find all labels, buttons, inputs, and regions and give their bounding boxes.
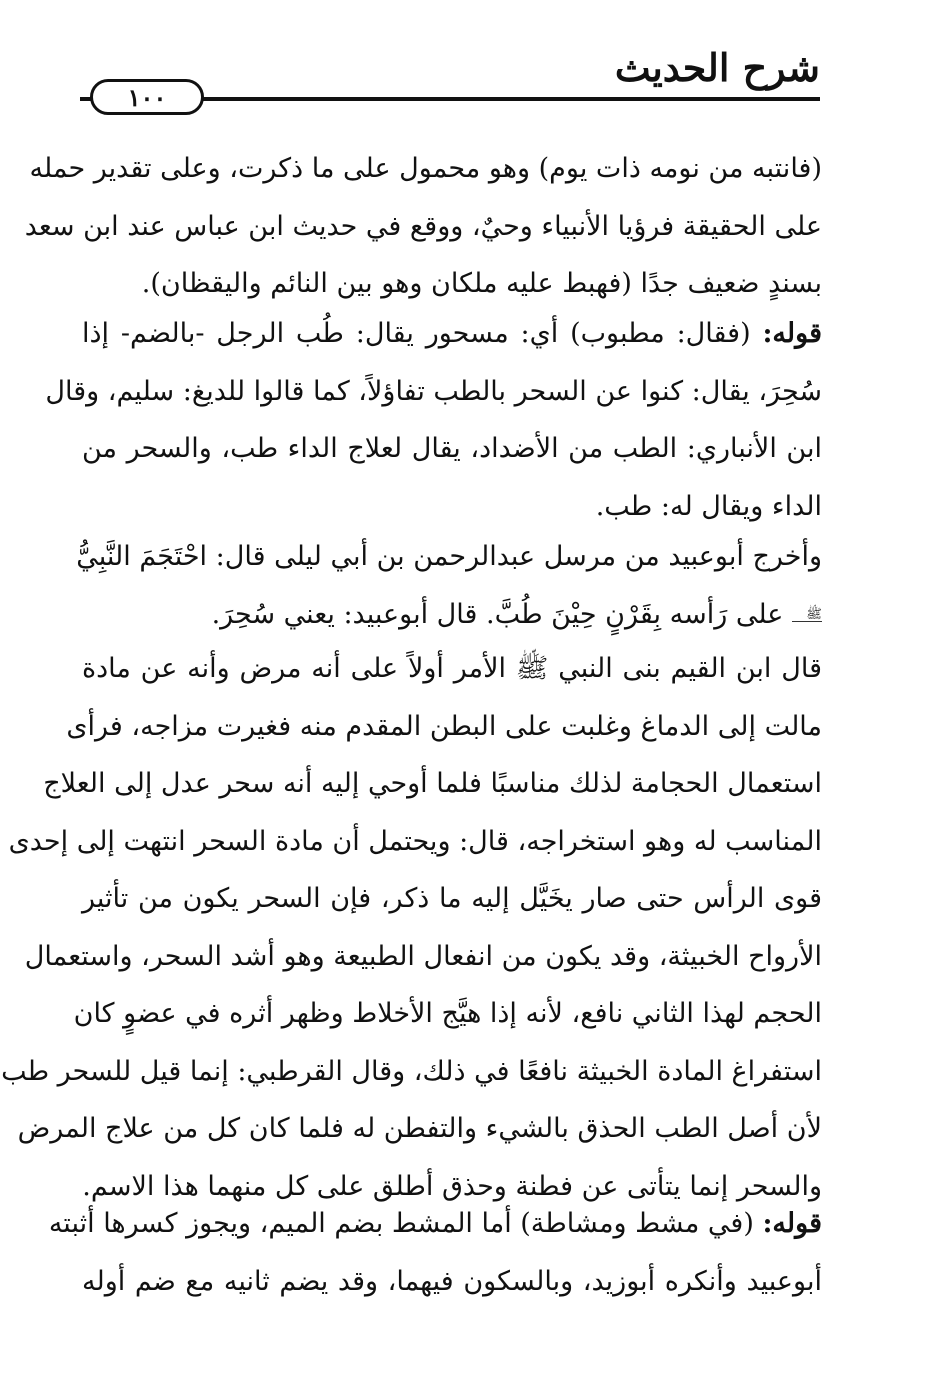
text-line: (فانتبه من نومه ذات يوم) وهو محمول على ما ذكرت، وعلى تقدير حمله (29, 153, 822, 184)
text-line: ابن الأنباري: الطب من الأضداد، يقال لعلاج الداء طب، والسحر من (82, 433, 822, 464)
text-line: والسحر إنما يتأتى عن فطنة وحذق أطلق على كل منهما هذا الاسم. (82, 1170, 822, 1202)
text-line: قوى الرأس حتى صار يخَيَّل إليه ما ذكر، فإن السحر يكون من تأثير (82, 883, 822, 914)
text-line (82, 305, 822, 363)
text-line: على الحقيقة فرؤيا الأنبياء وحيٌ، ووقع في حديث ابن عباس عند ابن سعد (24, 210, 822, 242)
page-number: ١٠٠ (90, 79, 204, 115)
text-line: بسندٍ ضعيف جدًا (فهبط عليه ملكان وهو بين النائم واليقظان). (141, 268, 822, 299)
text-line: لأن أصل الطب الحذق بالشيء والتفطن له فلما كان كل من علاج المرض (17, 1113, 822, 1144)
text-line: مالت إلى الدماغ وغلبت على البطن المقدم منه فغيرت مزاجه، فرأى (66, 710, 822, 742)
paragraph-2 (45, 305, 822, 535)
text-line: المناسب له وهو استخراجه، قال: ويحتمل أن مادة السحر انتهت إلى إحدى (8, 825, 822, 857)
text-line: استفراغ المادة الخبيثة نافعًا في ذلك، وقال القرطبي: إنما قيل للسحر طب (1, 1055, 822, 1087)
text-span: (في مشط ومشاطة) أما المشط بضم الميم، ويجوز كسرها أثبته (48, 1208, 754, 1239)
text-span: على رَأسه بِقَرْنٍ حِيْنَ طُبَّ. قال أبوعبيد: يعني سُحِرَ. (211, 598, 784, 630)
lead-word: قوله: (762, 318, 822, 349)
paragraph-5 (48, 1195, 822, 1310)
text-line: أبوعبيد وأنكره أبوزيد، وبالسكون فيهما، وقد يضم ثانيه مع ضم أوله (82, 1265, 822, 1297)
paragraph-3 (76, 528, 822, 643)
paragraph-4 (1, 640, 822, 1215)
text-line: وأخرج أبوعبيد من مرسل عبدالرحمن بن أبي ليلى قال: احْتَجَمَ النَّبِيُّ (76, 541, 822, 572)
running-title: شرح الحديث (614, 45, 820, 90)
honorific-glyph: ﷺ (792, 608, 822, 622)
text-line: الداء ويقال له: طب. (595, 490, 822, 522)
lead-word: قوله: (762, 1208, 822, 1239)
text-line: قال ابن القيم بنى النبي ﷺ الأمر أولاً على أنه مرض وأنه عن مادة (82, 653, 822, 684)
paragraph-1 (24, 140, 822, 313)
text-line: الأرواح الخبيثة، وقد يكون من انفعال الطبيعة وهو أشد السحر، واستعمال (24, 940, 822, 972)
text-span: (فقال: مطبوب) أي: مسحور يقال: طُب الرجل -بالضم- إذا (82, 318, 751, 349)
text-line: سُحِرَ، يقال: كنوا عن السحر بالطب تفاؤلاً، كما قالوا للديغ: سليم، وقال (45, 375, 822, 407)
text-line: استعمال الحجامة لذلك مناسبًا فلما أوحي إليه أنه سحر عدل إلى العلاج (43, 768, 822, 799)
text-line (48, 1195, 822, 1253)
text-line: الحجم لهذا الثاني نافع، لأنه إذا هيَّج الأخلاط وظهر أثره في عضوٍ كان (73, 998, 822, 1029)
page-header (80, 45, 820, 115)
text-line (82, 586, 822, 644)
